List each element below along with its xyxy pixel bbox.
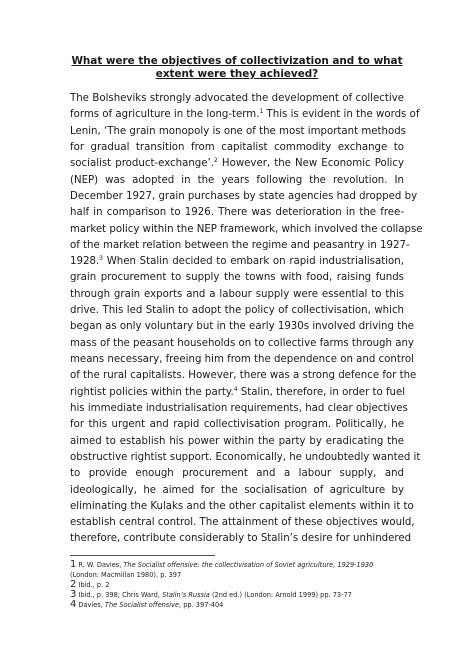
body-text: rightist policies within the party. (70, 386, 234, 398)
footnote-item (70, 580, 410, 590)
body-text: When Stalin decided to embark on rapid industrialisation, (103, 256, 404, 268)
body-text: means necessary, freeing him from the dependence on and control (70, 354, 414, 365)
footnote-number: 4 (70, 599, 77, 610)
body-text: (NEP) was adopted in the years following the revolution. In (70, 174, 404, 186)
footnote-reference[interactable]: 1 (259, 108, 264, 116)
body-line (70, 222, 423, 238)
footnote-number: 3 (70, 589, 77, 600)
body-line (70, 515, 415, 531)
footnote-text: (2nd ed.) (London: Arnold 1999) pp. 73-77 (209, 591, 352, 599)
body-text: Lenin, ‘The grain monopoly is one of the most important methods (70, 125, 406, 137)
body-text: of the rural capitalists. However, there was a strong defence for the (70, 370, 417, 382)
body-line (70, 107, 420, 123)
footnote-number: 1 (70, 559, 77, 570)
body-line (70, 483, 404, 499)
footnote-reference[interactable]: 2 (214, 157, 218, 165)
body-text: December 1927, grain purchases by state agencies had dropped by (70, 190, 418, 202)
body-text: 1928. (70, 256, 100, 268)
footnote-title: The Socialist offensive: the collectivisation of Soviet agriculture, 1929-1930 (123, 561, 374, 569)
body-line (70, 466, 404, 482)
body-line (70, 303, 404, 319)
essay-title-line-1: What were the objectives of collectivization and to what (71, 55, 403, 67)
body-line (70, 124, 404, 140)
body-text: his immediate industrialisation requirements, had clear objectives (70, 402, 408, 414)
body-line (70, 368, 417, 384)
body-line (70, 401, 408, 417)
footnote-text: R. W. Davies, (78, 561, 124, 569)
footnote-text: (London: Macmillan 1980), p. 397 (70, 571, 182, 579)
body-text: through grain exports and a labour supply were essential to this (70, 288, 404, 300)
body-text: forms of agriculture in the long-term. (70, 109, 260, 121)
body-line (70, 336, 414, 352)
body-text: mass of the peasant households on to collective farms through any (70, 337, 414, 349)
body-line (70, 91, 404, 107)
body-text: However, the New Economic Policy (217, 158, 405, 170)
body-line (70, 156, 404, 172)
footnote-text: Ibid., p. 2 (78, 581, 110, 589)
body-text: for gradual transition from capitalist commodity exchange to (70, 141, 404, 153)
body-line (70, 352, 414, 368)
footnote-reference[interactable]: 4 (233, 385, 238, 393)
footnote-continuation (70, 570, 410, 580)
body-line (70, 319, 414, 335)
footnote-text: Ibid., p. 398; Chris Ward, (78, 591, 163, 599)
body-text: of the market relation between the regime and peasantry in 1927- (70, 239, 410, 251)
body-line (70, 140, 404, 156)
body-line (70, 254, 404, 270)
body-line (70, 385, 404, 401)
body-text: therefore, contribute considerably to Stalin’s desire for unhindered (70, 533, 412, 545)
body-line (70, 189, 418, 205)
body-line (70, 499, 414, 515)
footnote-text: Davies, (78, 601, 105, 609)
body-line (70, 531, 412, 547)
body-text: ideologically, he aimed for the socialisation of agriculture by (70, 484, 404, 496)
body-text: socialist product-exchange’. (70, 158, 215, 170)
body-text: eliminating the Kulaks and the other capitalist elements within it to (70, 500, 414, 512)
footnote-number: 2 (70, 579, 77, 590)
body-text: obstructive rightist support. Economically, he undoubtedly wanted it (70, 451, 421, 463)
body-line (70, 287, 404, 303)
body-text: The Bolsheviks strongly advocated the development of collective (70, 93, 404, 104)
body-text: to provide enough procurement and a labour supply, and (70, 468, 404, 480)
essay-body (70, 91, 423, 548)
body-text: aimed to establish his power within the party by eradicating the (70, 435, 404, 447)
essay-title-line-2: extent were they achieved? (155, 68, 319, 80)
body-text: establish central control. The attainment of these objectives would, (70, 517, 415, 529)
footnote-separator (70, 555, 215, 556)
footnotes (70, 560, 410, 610)
footnote-item (70, 600, 410, 610)
body-text: began as only voluntary but in the early 1930s involved driving the (70, 321, 414, 333)
body-text: grain procurement to supply the towns with food, raising funds (70, 272, 404, 284)
essay-title (70, 55, 404, 81)
body-line (70, 270, 404, 286)
footnote-reference[interactable]: 3 (99, 255, 103, 263)
footnote-item (70, 560, 410, 570)
footnote-text: , pp. 397-404 (179, 601, 224, 609)
body-text: Stalin, therefore, in order to fuel (237, 386, 406, 398)
footnote-item (70, 590, 410, 600)
body-line (70, 205, 404, 221)
body-text: for this urgent and rapid collectivisation program. Politically, he (70, 419, 404, 431)
body-line (70, 173, 404, 189)
footnote-title: The Socialist offensive (104, 601, 180, 609)
footnote-title: Stalin’s Russia (162, 591, 210, 599)
body-line (70, 238, 410, 254)
body-line (70, 417, 404, 433)
body-text: This is evident in the words of (263, 109, 420, 121)
body-text: market policy within the NEP framework, which involved the collapse (70, 223, 423, 235)
body-line (70, 434, 404, 450)
body-text: half in comparison to 1926. There was deterioration in the free- (70, 207, 404, 219)
body-text: drive. This led Stalin to adopt the policy of collectivisation, which (70, 305, 404, 317)
body-line (70, 450, 421, 466)
